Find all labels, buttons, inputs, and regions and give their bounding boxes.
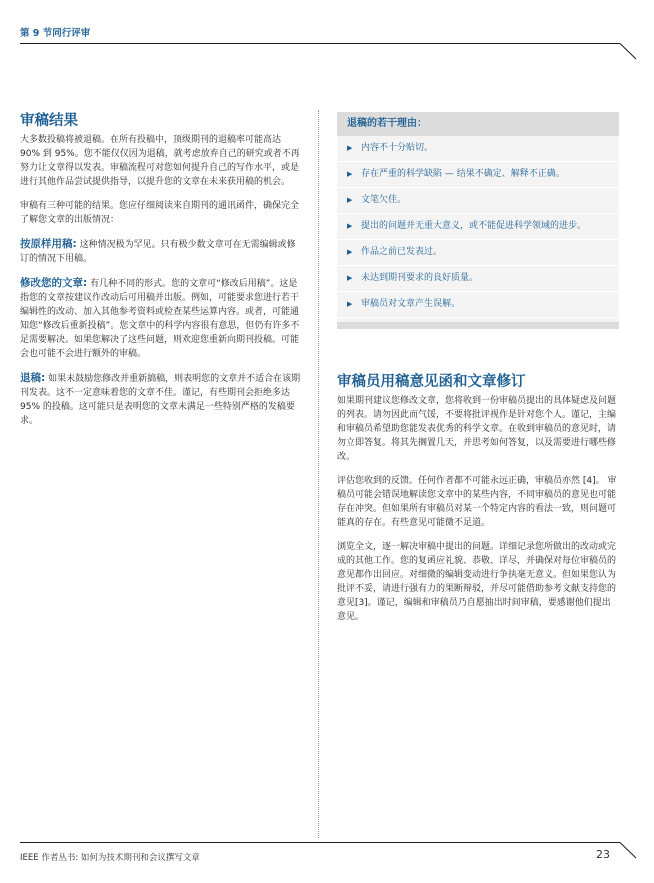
reject-text: 如果未鼓励您修改并重新搞稿，则表明您的文章并不适合在该期刊发表。这不一定意味着您的文章不佳。谨记，有些期刊会拒绝多达 95% 的投稿。这可能只是表明您的文章未满足一些特别严格的发稿要求。 [20, 374, 301, 426]
list-item [337, 292, 619, 318]
rejection-reasons-title: 退稿的若干理由： [337, 112, 619, 136]
list-item-text: 作品之前已发表过。 [361, 247, 443, 257]
page-number: 23 [596, 848, 610, 861]
review-outcomes-intro: 审稿有三种可能的结果。您应仔细阅读来自期刊的通讯函件，确保完全了解您文章的出版情况： [20, 201, 300, 225]
reviewer-letters-para-2: 评估您收到的反馈。任何作者都不可能永远正确，审稿员亦然 [4]。 审稿员可能会错误地解读您文章中的某些内容，不同审稿员的意见也可能存在冲突。但如果所有审稿员对某一个特定内容的看法一致，则问题可能真的存在。有些意见可能微不足道。 [337, 476, 617, 528]
reviewer-letters-title: 审稿员用稿意见函和文章修订 [337, 374, 526, 390]
reviewer-letters-para-1: 如果期刊建议您修改文章，您将收到一份审稿员提出的具体疑虑及问题的列表。请勿因此而气馁，不要将批评视作是针对您个人。谨记，主编和审稿员希望助您能发表优秀的科学文章。在收到审稿员的意见时，请勿立即答复。将其先搁置几天，并思考如何答复，以及需要进行哪些修改。 [337, 396, 617, 462]
list-item-text: 未达到期刊要求的良好质量。 [361, 273, 479, 283]
accept-as-is-text: 这种情况极为罕见。只有极少数文章可在无需编辑或修订的情况下用稿。 [20, 240, 296, 264]
list-item [337, 188, 619, 214]
list-item-text: 存在严重的科学缺陷 — 结果不确定、解释不正确。 [361, 169, 565, 179]
triangle-right-icon: ▶ [347, 170, 353, 178]
reviewer-letters-para-3: 浏览全文，逐一解决审稿中提出的问题。详细记录您所做出的改动或完成的其他工作。您的复函应礼貌、恭敬、详尽，并确保对每位审稿员的意见都作出回应。对细微的编辑变动进行争执毫无意义。但如果您认为批评不妥，请进行强有力的果断辩驳，并尽可能借助参考文献支持您的意见[3]。谨记，编辑和审稿员乃自愿抽出时间审稿，要感谢他们提出意见。 [337, 542, 617, 622]
reject-paragraph [20, 371, 302, 428]
right-column [337, 112, 619, 634]
triangle-right-icon: ▶ [347, 274, 353, 282]
list-item-text: 内容不十分贴切。 [361, 143, 434, 153]
revise-paragraph [20, 276, 302, 361]
section-label: 第 9 节同行评审 [20, 28, 91, 39]
accept-as-is-paragraph [20, 237, 302, 266]
list-item [337, 266, 619, 292]
footer-series-title: IEEE 作者丛书: 如何为技术期刊和会议撰写文章 [20, 853, 200, 863]
header-rule [20, 43, 620, 44]
footer-rule [20, 842, 620, 843]
list-item-text: 提出的问题并无重大意义，或不能促进科学领域的进步。 [361, 221, 587, 231]
triangle-right-icon: ▶ [347, 144, 353, 152]
triangle-right-icon: ▶ [347, 222, 353, 230]
review-results-title: 审稿结果 [20, 113, 78, 129]
accept-as-is-lead: 按原样用稿: [20, 238, 77, 250]
list-item [337, 214, 619, 240]
left-column [20, 112, 302, 438]
rejection-reasons-footer-bar [337, 322, 619, 329]
triangle-right-icon: ▶ [347, 248, 353, 256]
rejection-reasons-list [337, 136, 619, 322]
revise-lead: 修改您的文章: [20, 277, 88, 289]
column-divider [318, 110, 319, 838]
footer-corner-decoration [620, 842, 642, 864]
triangle-right-icon: ▶ [347, 300, 353, 308]
review-results-intro: 大多数投稿将被退稿。在所有投稿中，顶级期刊的退稿率可能高达 90% 到 95%。您不能仅仅因为退稿，就考虑放弃自己的研究或者不再努力让文章得以发表。审稿流程可对您如何提升自己的写作水平，或是进行其他作品尝试提供指导，以提升您的文章在未来获用稿的机会。 [20, 135, 300, 187]
revise-text: 有几种不同的形式。您的文章可“修改后用稿”。这是指您的文章按建议作改动后可用稿并出版。例如，可能要求您进行若干编辑性的改动、加入其他参考资料或检查某些运算内容。或者，可能通知您“修改后重新投稿”。您文章中的科学内容很有意思，但仍有许多不足需要解决。如果您解决了这些问题，则欢迎您重新向期刊投稿。可能会也可能不会进行额外的审稿。 [20, 279, 300, 359]
list-item [337, 240, 619, 266]
header-corner-decoration [620, 43, 642, 65]
list-item-text: 文笔欠佳。 [361, 195, 407, 205]
reject-lead: 退稿: [20, 372, 46, 384]
rejection-reasons-box [337, 112, 619, 329]
list-item-text: 审稿员对文章产生误解。 [361, 299, 461, 309]
triangle-right-icon: ▶ [347, 196, 353, 204]
list-item [337, 162, 619, 188]
reviewer-letters-section [337, 373, 619, 624]
list-item [337, 136, 619, 162]
